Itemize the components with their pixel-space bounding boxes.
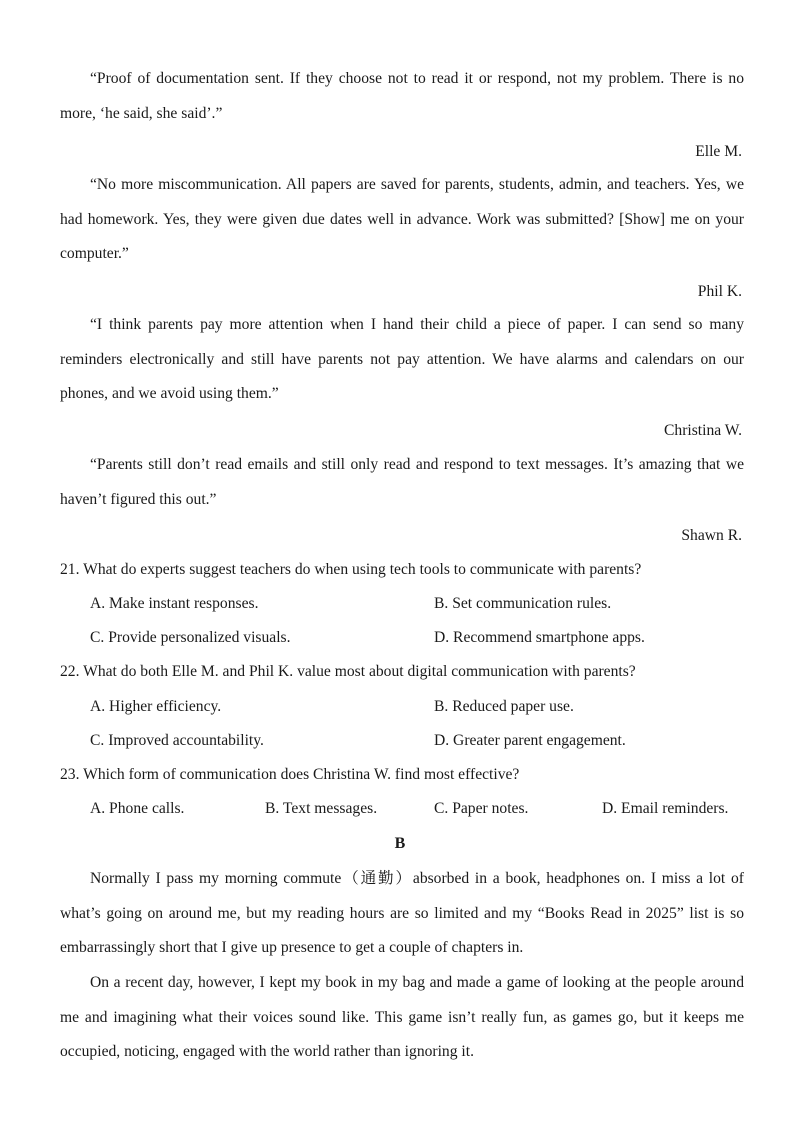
option-22-a: A. Higher efficiency. bbox=[90, 698, 222, 715]
option-22-d: D. Greater parent engagement. bbox=[434, 732, 626, 749]
quote-author: Elle M. bbox=[695, 143, 742, 160]
section-heading: B bbox=[394, 835, 406, 852]
passage-paragraph: On a recent day, however, I kept my book in my bag and made a game of looking at the people around me and imagining what their voices sound like. This game isn’t really fun, as games go, but it keeps me occupied, noticing, engaged with the world rather than ignoring it. bbox=[60, 974, 744, 1060]
option-21-b: B. Set communication rules. bbox=[434, 595, 612, 612]
option-23-d: D. Email reminders. bbox=[602, 800, 729, 817]
question-23: 23. Which form of communication does Christina W. find most effective? bbox=[60, 766, 520, 783]
option-21-c: C. Provide personalized visuals. bbox=[90, 629, 291, 646]
quote-paragraph: “Parents still don’t read emails and still only read and respond to text messages. It’s amazing that we haven’t figured this out.” bbox=[60, 456, 744, 508]
quote-author: Phil K. bbox=[697, 283, 742, 300]
option-23-b: B. Text messages. bbox=[265, 800, 378, 817]
option-21-a: A. Make instant responses. bbox=[90, 595, 259, 612]
option-22-c: C. Improved accountability. bbox=[90, 732, 264, 749]
option-22-b: B. Reduced paper use. bbox=[434, 698, 574, 715]
quote-author: Shawn R. bbox=[681, 527, 742, 544]
question-21: 21. What do experts suggest teachers do when using tech tools to communicate with parents? bbox=[60, 561, 642, 578]
quote-paragraph: “No more miscommunication. All papers are saved for parents, students, admin, and teachers. Yes, we had homework. Yes, they were given due dates well in advance. Work was submitted? [Show] me on your computer.” bbox=[60, 176, 744, 262]
quote-paragraph: “Proof of documentation sent. If they choose not to read it or respond, not my problem. There is no more, ‘he said, she said’.” bbox=[60, 70, 744, 122]
quote-author: Christina W. bbox=[664, 422, 742, 439]
option-21-d: D. Recommend smartphone apps. bbox=[434, 629, 645, 646]
quote-paragraph: “I think parents pay more attention when I hand their child a piece of paper. I can send so many reminders electronically and still have parents not pay attention. We have alarms and calendars on our phones, and we avoid using them.” bbox=[60, 316, 744, 402]
passage-paragraph: Normally I pass my morning commute（通勤）absorbed in a book, headphones on. I miss a lot of what’s going on around me, but my reading hours are so limited and my “Books Read in 2025” list is so embarrassingly short that I give up presence to get a couple of chapters in. bbox=[60, 870, 744, 956]
question-22: 22. What do both Elle M. and Phil K. value most about digital communication with parents? bbox=[60, 663, 636, 680]
option-23-a: A. Phone calls. bbox=[90, 800, 185, 817]
option-23-c: C. Paper notes. bbox=[434, 800, 529, 817]
